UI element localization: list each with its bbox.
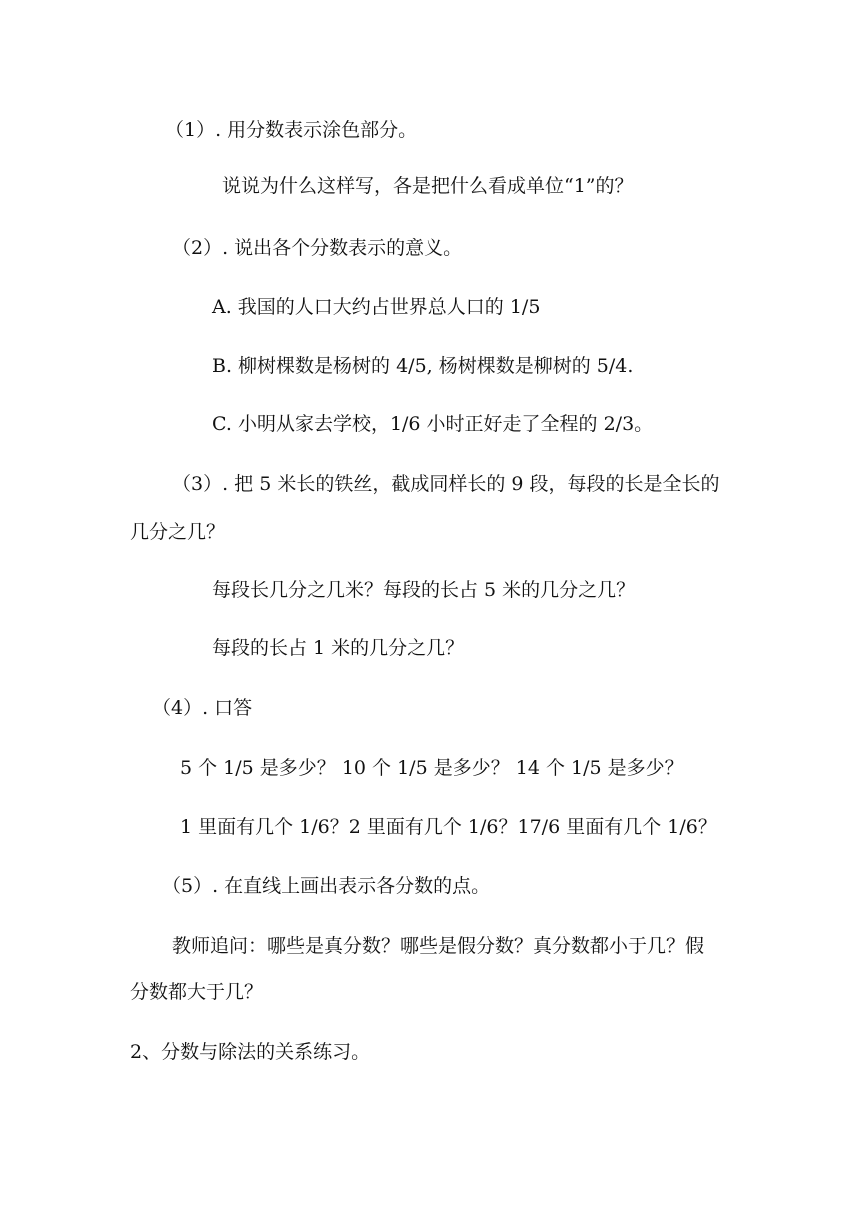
item-3-heading-cont: 几分之几？: [130, 521, 226, 543]
item-3-question-a: 每段长几分之几米？每段的长占 5 米的几分之几？: [212, 579, 636, 601]
item-2-option-c: C. 小明从家去学校，1/6 小时正好走了全程的 2/3。: [212, 413, 654, 435]
item-1-heading: （1）. 用分数表示涂色部分。: [165, 119, 418, 141]
item-1-question: 说说为什么这样写，各是把什么看成单位“1”的？: [222, 175, 634, 197]
item-3-question-b: 每段的长占 1 米的几分之几？: [212, 637, 465, 659]
item-2-heading: （2）. 说出各个分数表示的意义。: [172, 237, 463, 259]
section-2-heading: 2、分数与除法的关系练习。: [130, 1041, 371, 1063]
item-4-heading: （4）. 口答: [152, 697, 253, 719]
item-5-heading: （5）. 在直线上画出表示各分数的点。: [162, 875, 491, 897]
item-2-option-b: B. 柳树棵数是杨树的 4/5, 杨树棵数是柳树的 5/4.: [212, 355, 634, 377]
item-3-heading: （3）. 把 5 米长的铁丝，截成同样长的 9 段，每段的长是全长的: [172, 473, 720, 495]
item-4-row-1: 5 个 1/5 是多少？ 10 个 1/5 是多少？ 14 个 1/5 是多少？: [180, 757, 684, 779]
item-2-option-a: A. 我国的人口大约占世界总人口的 1/5: [212, 296, 541, 318]
teacher-question-cont: 分数都大于几？: [130, 981, 264, 1003]
item-4-row-2: 1 里面有几个 1/6？2 里面有几个 1/6？17/6 里面有几个 1/6？: [180, 816, 717, 838]
teacher-question: 教师追问：哪些是真分数？哪些是假分数？真分数都小于几？假: [172, 935, 705, 957]
